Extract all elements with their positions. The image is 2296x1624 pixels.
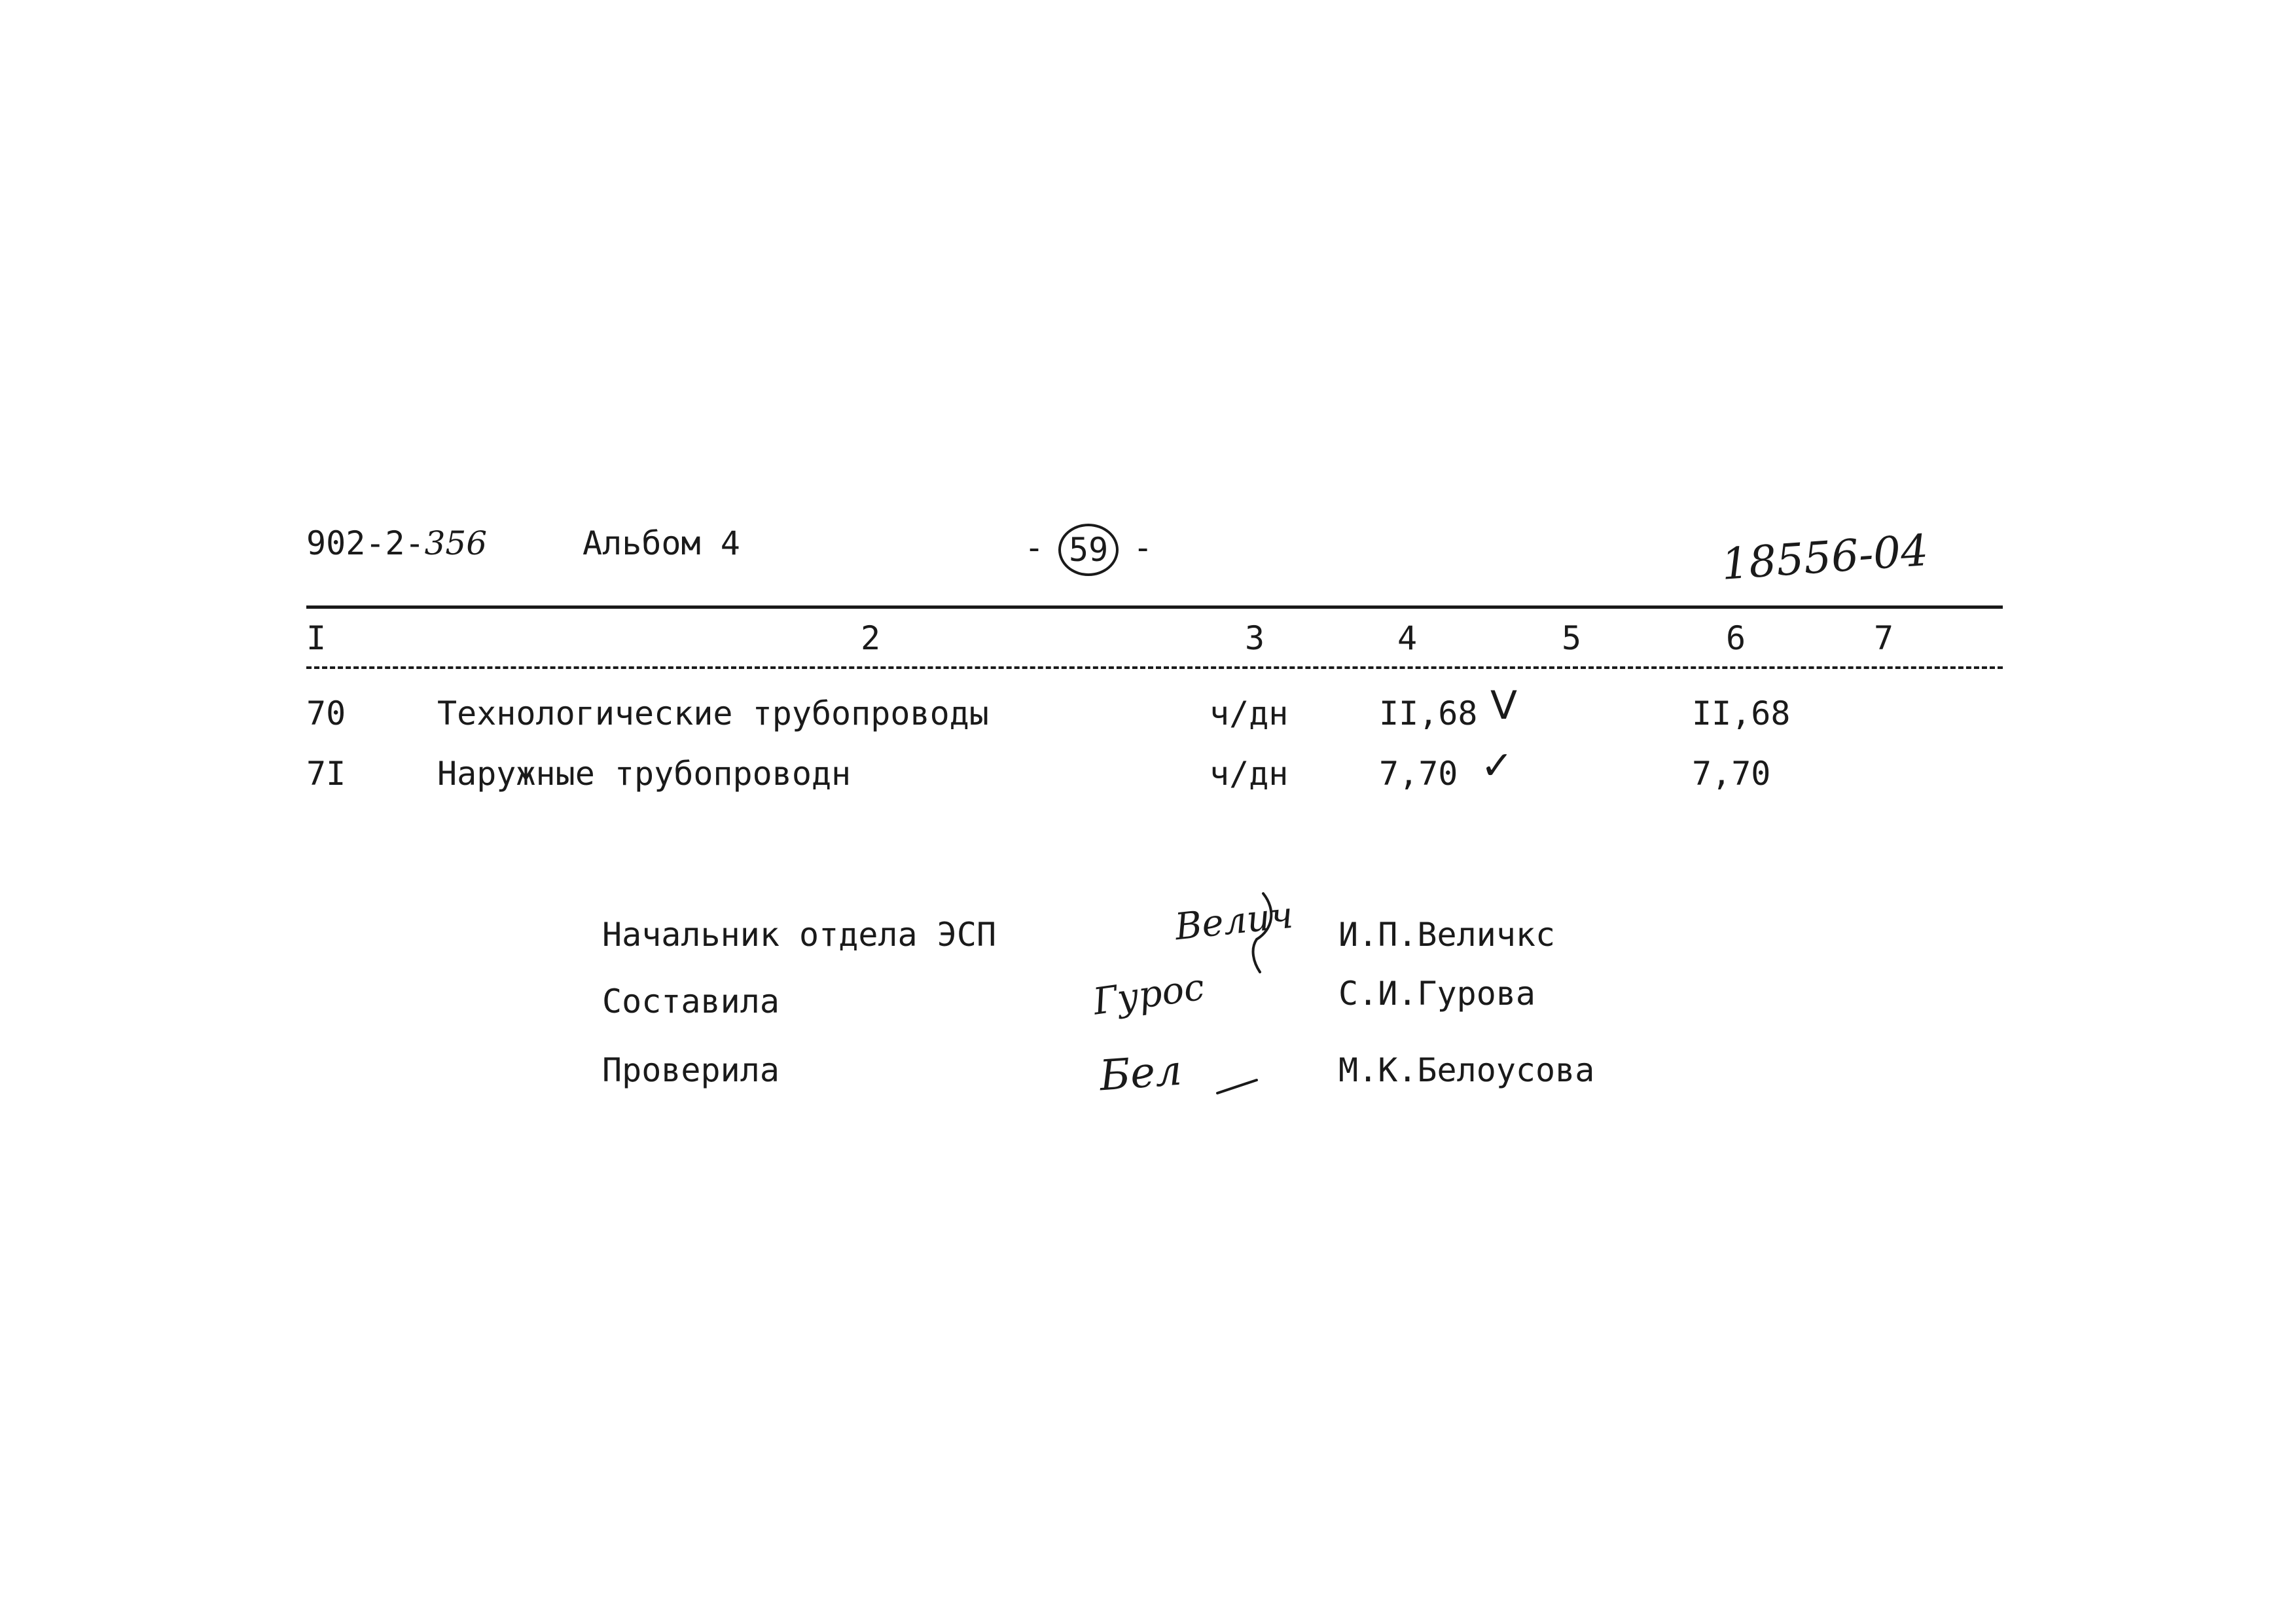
table-header-rule: [306, 666, 2003, 669]
signature-name-2: С.И.Гурова: [1338, 975, 1536, 1013]
row-1-check-mark: V: [1490, 683, 1518, 729]
signature-flourish-1: [1237, 890, 1283, 975]
column-header-3: 3: [1245, 619, 1265, 657]
column-header-1: I: [306, 619, 327, 657]
signature-name-3: М.К.Белоусова: [1338, 1051, 1595, 1089]
archive-number: 18556-04: [1719, 525, 1930, 590]
signature-role-2: Составила: [602, 983, 780, 1020]
document-code-handwritten: 356: [424, 524, 488, 562]
column-header-4: 4: [1397, 619, 1418, 657]
row-2-value-6: 7,70: [1692, 755, 1771, 793]
signature-flourish-3: [1214, 1074, 1260, 1100]
signature-mark-2: Гурос: [1090, 965, 1208, 1024]
signature-role-3: Проверила: [602, 1051, 780, 1089]
row-1-name: Технологические трубопроводы: [437, 695, 989, 732]
row-1-number: 70: [306, 695, 346, 732]
page-number: [1024, 524, 1153, 576]
album-label: Альбом 4: [583, 524, 740, 562]
signature-role-1: Начальник отдела ЭСП: [602, 916, 997, 954]
row-1-value-4: II,68: [1379, 695, 1478, 732]
table-top-rule: [306, 605, 2003, 609]
column-header-7: 7: [1874, 619, 1894, 657]
signature-mark-1: Велич: [1173, 893, 1295, 949]
row-2-unit: ч/дн: [1210, 755, 1289, 793]
column-header-5: 5: [1562, 619, 1582, 657]
row-2-check-mark: ✓: [1480, 743, 1514, 789]
page-dash-right: -: [1133, 528, 1153, 567]
column-header-6: 6: [1726, 619, 1746, 657]
row-2-number: 7I: [306, 755, 346, 793]
signature-name-1: И.П.Величкс: [1338, 916, 1556, 954]
row-1-value-6: II,68: [1692, 695, 1791, 732]
document-code: [306, 524, 487, 563]
row-2-name: Наружные трубопроводн: [437, 755, 852, 793]
row-2-value-4: 7,70: [1379, 755, 1458, 793]
page-dash-left: -: [1024, 528, 1045, 567]
column-header-2: 2: [861, 619, 881, 657]
signature-mark-3: Бел: [1098, 1046, 1184, 1101]
page-number-circle: 59: [1058, 524, 1119, 576]
row-1-unit: ч/дн: [1210, 695, 1289, 732]
document-code-printed: 902-2-: [306, 524, 425, 562]
